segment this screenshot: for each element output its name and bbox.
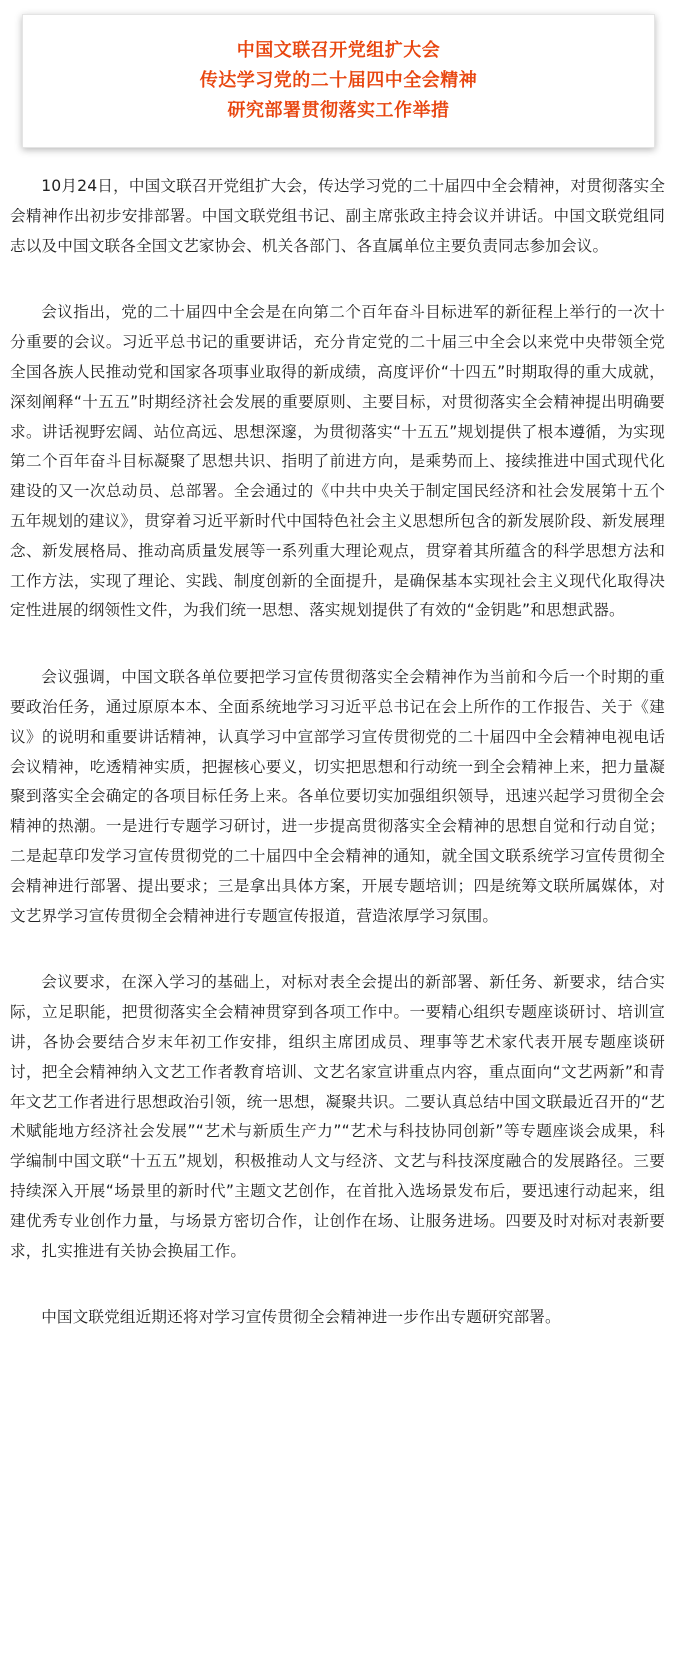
paragraph-intro: 10月24日，中国文联召开党组扩大会，传达学习党的二十届四中全会精神，对贯彻落实全会精神作出初步安排部署。中国文联党组书记、副主席张政主持会议并讲话。中国文联党组同志以及中国文联各全国文艺家协会、机关各部门、各直属单位主要负责同志参加会议。 (10, 177, 665, 255)
headline-line-1: 中国文联召开党组扩大会 (236, 40, 441, 61)
headline-line-2: 传达学习党的二十届四中全会精神 (199, 70, 478, 91)
paragraph-meeting-emphasis: 会议强调，中国文联各单位要把学习宣传贯彻落实全会精神作为当前和今后一个时期的重要政治任务，通过原原本本、全面系统地学习习近平总书记在会上所作的工作报告、关于《建议》的说明和重要讲话精神，认真学习中宣部学习宣传贯彻党的二十届四中全会精神电视电话会议精神，吃透精神实质，把握核心要义，切实把思想和行动统一到全会精神上来，把力量凝聚到落实全会确定的各项目标任务上来。各单位要切实加强组织领导，迅速兴起学习贯彻全会精神的热潮。一是进行专题学习研讨，进一步提高贯彻落实全会精神的思想自觉和行动自觉；二是起草印发学习宣传贯彻党的二十届四中全会精神的通知，就全国文联系统学习宣传贯彻全会精神进行部署、提出要求；三是拿出具体方案，开展专题培训；四是统筹文联所属媒体，对文艺界学习宣传贯彻全会精神进行专题宣传报道，营造浓厚学习氛围。 (10, 668, 665, 925)
paragraph-meeting-requirements: 会议要求，在深入学习的基础上，对标对表全会提出的新部署、新任务、新要求，结合实际，立足职能，把贯彻落实全会精神贯穿到各项工作中。一要精心组织专题座谈研讨、培训宣讲，各协会要结合岁末年初工作安排，组织主席团成员、理事等艺术家代表开展专题座谈研讨，把全会精神纳入文艺工作者教育培训、文艺名家宣讲重点内容，重点面向“文艺两新”和青年文艺工作者进行思想政治引领，统一思想，凝聚共识。二要认真总结中国文联最近召开的“艺术赋能地方经济社会发展”“艺术与新质生产力”“艺术与科技协同创新”等专题座谈会成果，科学编制中国文联“十五五”规划，积极推动人文与经济、文艺与科技深度融合的发展路径。三要持续深入开展“场景里的新时代”主题文艺创作，在首批入选场景发布后，要迅速行动起来，组建优秀专业创作力量，与场景方密切合作，让创作在场、让服务进场。四要及时对标对表新要求，扎实推进有关协会换届工作。 (10, 973, 665, 1260)
headline-line-3: 研究部署贯彻落实工作举措 (227, 100, 450, 121)
title-card (22, 14, 655, 148)
article-body (10, 172, 665, 1333)
paragraph-meeting-points: 会议指出，党的二十届四中全会是在向第二个百年奋斗目标进军的新征程上举行的一次十分重要的会议。习近平总书记的重要讲话，充分肯定党的二十届三中全会以来党中央带领全党全国各族人民推动党和国家各项事业取得的新成绩，高度评价“十四五”时期取得的重大成就，深刻阐释“十五五”时期经济社会发展的重要原则、主要目标，对贯彻落实全会精神提出明确要求。讲话视野宏阔、站位高远、思想深邃，为贯彻落实“十五五”规划提供了根本遵循，为实现第二个百年奋斗目标凝聚了思想共识、指明了前进方向，是乘势而上、接续推进中国式现代化建设的又一次总动员、总部署。全会通过的《中共中央关于制定国民经济和社会发展第十五个五年规划的建议》，贯穿着习近平新时代中国特色社会主义思想所包含的新发展阶段、新发展理念、新发展格局、推动高质量发展等一系列重大理论观点，贯穿着其所蕴含的科学思想方法和工作方法，实现了理论、实践、制度创新的全面提升，是确保基本实现社会主义现代化取得决定性进展的纲领性文件，为我们统一思想、落实规划提供了有效的“金钥匙”和思想武器。 (10, 303, 665, 620)
paragraph-closing: 中国文联党组近期还将对学习宣传贯彻全会精神进一步作出专题研究部署。 (41, 1308, 561, 1327)
